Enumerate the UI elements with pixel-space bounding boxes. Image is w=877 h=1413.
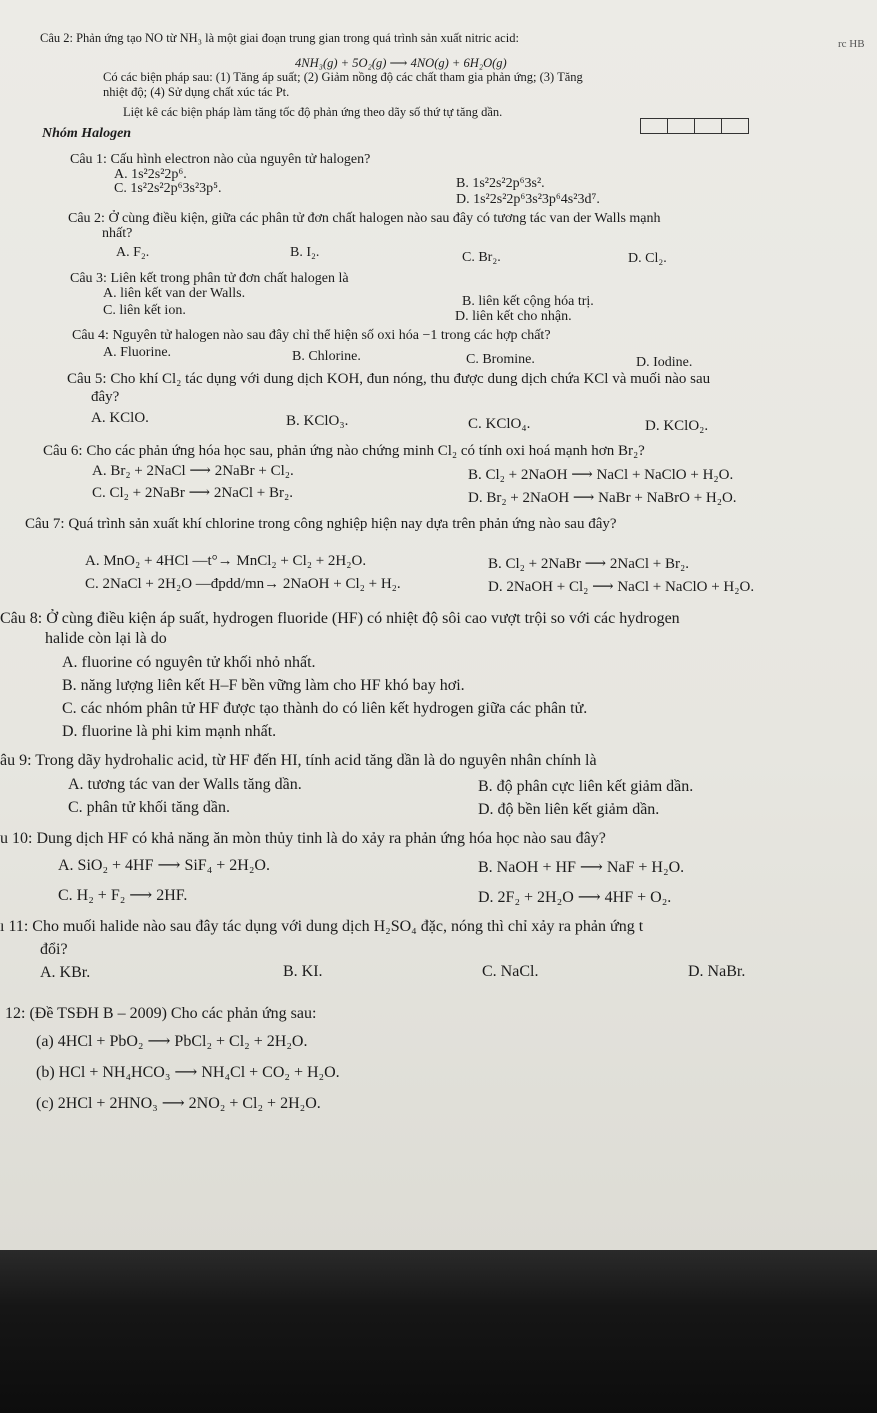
q6-option-b: B. Cl₂ + 2NaOH ⟶ NaCl + NaClO + H₂O. bbox=[468, 467, 734, 483]
q11-option-b: B. KI. bbox=[283, 963, 323, 980]
q4-option-c: C. Bromine. bbox=[466, 352, 535, 367]
q10-stem: u 10: Dung dịch HF có khả năng ăn mòn thủy tinh là do xảy ra phản ứng hóa học nào sau đây? bbox=[0, 830, 606, 847]
corner-note: rc HB bbox=[838, 38, 865, 50]
q2h-option-b: B. I₂. bbox=[290, 245, 320, 260]
section-title: Nhóm Halogen bbox=[42, 126, 132, 141]
answer-boxes bbox=[640, 118, 748, 134]
q1-option-d: D. 1s²2s²2p⁶3s²3p⁶4s²3d⁷. bbox=[456, 192, 600, 207]
q12-reaction-c: (c) 2HCl + 2HNO₃ ⟶ 2NO₂ + Cl₂ + 2H₂O. bbox=[36, 1095, 321, 1112]
q5-option-d: D. KClO₂. bbox=[645, 418, 709, 434]
q4-stem: Câu 4: Nguyên tử halogen nào sau đây chỉ thể hiện số oxi hóa −1 trong các hợp chất? bbox=[72, 328, 551, 343]
q8-stem: Câu 8: Ở cùng điều kiện áp suất, hydrogen fluoride (HF) có nhiệt độ sôi cao vượt trội so với các hydrogen bbox=[0, 610, 680, 627]
q4-option-a: A. Fluorine. bbox=[103, 345, 172, 360]
q9-stem: âu 9: Trong dãy hydrohalic acid, từ HF đến HI, tính acid tăng dần là do nguyên nhân chính là bbox=[0, 752, 597, 769]
q1-option-b: B. 1s²2s²2p⁶3s². bbox=[456, 176, 545, 191]
q11-stem-cont: đổi? bbox=[40, 941, 68, 958]
q9-option-d: D. độ bền liên kết giảm dần. bbox=[478, 801, 660, 818]
q6-option-a: A. Br₂ + 2NaCl ⟶ 2NaBr + Cl₂. bbox=[92, 463, 294, 479]
q10-option-c: C. H₂ + F₂ ⟶ 2HF. bbox=[58, 887, 188, 904]
q6-option-c: C. Cl₂ + 2NaBr ⟶ 2NaCl + Br₂. bbox=[92, 485, 293, 501]
q7-option-b: B. Cl₂ + 2NaBr ⟶ 2NaCl + Br₂. bbox=[488, 556, 689, 572]
q8-option-a: A. fluorine có nguyên tử khối nhỏ nhất. bbox=[62, 654, 316, 671]
q12-stem: 12: (Đề TSĐH B – 2009) Cho các phản ứng sau: bbox=[5, 1005, 317, 1022]
q8-option-b: B. năng lượng liên kết H–F bền vững làm cho HF khó bay hơi. bbox=[62, 677, 465, 694]
q11-option-a: A. KBr. bbox=[40, 964, 91, 981]
q7-option-c: C. 2NaCl + 2H₂O —đpdd/mn→ 2NaOH + Cl₂ + H₂. bbox=[85, 576, 401, 592]
q2-measures-cont: nhiệt độ; (4) Sử dụng chất xúc tác Pt. bbox=[103, 85, 290, 99]
q8-stem-cont: halide còn lại là do bbox=[45, 630, 167, 647]
q6-option-d: D. Br₂ + 2NaOH ⟶ NaBr + NaBrO + H₂O. bbox=[468, 490, 737, 506]
q5-option-b: B. KClO₃. bbox=[286, 413, 349, 429]
q3-option-c: C. liên kết ion. bbox=[103, 303, 186, 318]
q5-stem-cont: đây? bbox=[91, 389, 120, 405]
q4-option-b: B. Chlorine. bbox=[292, 349, 361, 364]
q11-stem: ı 11: Cho muối halide nào sau đây tác dụng với dung dịch H₂SO₄ đặc, nóng thì chỉ xảy ra phản ứng t bbox=[0, 918, 644, 935]
q7-stem: Câu 7: Quá trình sản xuất khí chlorine trong công nghiệp hiện nay dựa trên phản ứng nào sau đây? bbox=[25, 516, 617, 532]
q2h-stem-cont: nhất? bbox=[102, 226, 133, 241]
q10-option-d: D. 2F₂ + 2H₂O ⟶ 4HF + O₂. bbox=[478, 889, 672, 906]
q9-option-b: B. độ phân cực liên kết giảm dần. bbox=[478, 778, 694, 795]
q8-option-d: D. fluorine là phi kim mạnh nhất. bbox=[62, 723, 277, 740]
q10-option-a: A. SiO₂ + 4HF ⟶ SiF₄ + 2H₂O. bbox=[58, 857, 270, 874]
q5-stem: Câu 5: Cho khí Cl₂ tác dụng với dung dịch KOH, đun nóng, thu được dung dịch chứa KCl và muối nào sau bbox=[67, 371, 711, 387]
q11-option-d: D. NaBr. bbox=[688, 963, 746, 980]
q8-option-c: C. các nhóm phân tử HF được tạo thành do có liên kết hydrogen giữa các phân tử. bbox=[62, 700, 588, 717]
q3-option-b: B. liên kết cộng hóa trị. bbox=[462, 294, 594, 309]
dark-background-bottom bbox=[0, 1250, 877, 1413]
q12-reaction-a: (a) 4HCl + PbO₂ ⟶ PbCl₂ + Cl₂ + 2H₂O. bbox=[36, 1033, 308, 1050]
q2-ask: Liệt kê các biện pháp làm tăng tốc độ phản ứng theo dãy số thứ tự tăng dần. bbox=[123, 105, 503, 119]
q5-option-c: C. KClO₄. bbox=[468, 416, 531, 432]
q3-option-a: A. liên kết van der Walls. bbox=[103, 286, 246, 301]
q1-option-a: A. 1s²2s²2p⁶. bbox=[114, 167, 187, 182]
q10-option-b: B. NaOH + HF ⟶ NaF + H₂O. bbox=[478, 859, 685, 876]
q2-intro: Câu 2: Phản ứng tạo NO từ NH₃ là một giai đoạn trung gian trong quá trình sản xuất nitric acid: bbox=[40, 31, 519, 45]
q6-stem: Câu 6: Cho các phản ứng hóa học sau, phản ứng nào chứng minh Cl₂ có tính oxi hoá mạnh hơn Br₂? bbox=[43, 443, 645, 459]
q2h-option-c: C. Br₂. bbox=[462, 250, 501, 265]
q5-option-a: A. KClO. bbox=[91, 410, 149, 426]
q7-option-a: A. MnO₂ + 4HCl —t°→ MnCl₂ + Cl₂ + 2H₂O. bbox=[85, 553, 367, 569]
q3-option-d: D. liên kết cho nhận. bbox=[455, 309, 572, 324]
q3-stem: Câu 3: Liên kết trong phân tử đơn chất halogen là bbox=[70, 271, 349, 286]
q2-equation: 4NH₃(g) + 5O₂(g) ⟶ 4NO(g) + 6H₂O(g) bbox=[295, 56, 507, 70]
q2h-option-a: A. F₂. bbox=[116, 245, 150, 260]
q7-option-d: D. 2NaOH + Cl₂ ⟶ NaCl + NaClO + H₂O. bbox=[488, 579, 755, 595]
q12-reaction-b: (b) HCl + NH₄HCO₃ ⟶ NH₄Cl + CO₂ + H₂O. bbox=[36, 1064, 340, 1081]
q2h-stem: Câu 2: Ở cùng điều kiện, giữa các phân tử đơn chất halogen nào sau đây có tương tác van der Walls mạnh bbox=[68, 211, 661, 226]
q1-option-c: C. 1s²2s²2p⁶3s²3p⁵. bbox=[114, 181, 222, 196]
q11-option-c: C. NaCl. bbox=[482, 963, 539, 980]
q4-option-d: D. Iodine. bbox=[636, 355, 693, 370]
q1-stem: Câu 1: Cấu hình electron nào của nguyên tử halogen? bbox=[70, 152, 371, 167]
q9-option-c: C. phân tử khối tăng dần. bbox=[68, 799, 230, 816]
q9-option-a: A. tương tác van der Walls tăng dần. bbox=[68, 776, 302, 793]
q2-measures: Có các biện pháp sau: (1) Tăng áp suất; (2) Giảm nồng độ các chất tham gia phản ứng; (3) Tăng bbox=[103, 70, 583, 84]
q2h-option-d: D. Cl₂. bbox=[628, 251, 667, 266]
